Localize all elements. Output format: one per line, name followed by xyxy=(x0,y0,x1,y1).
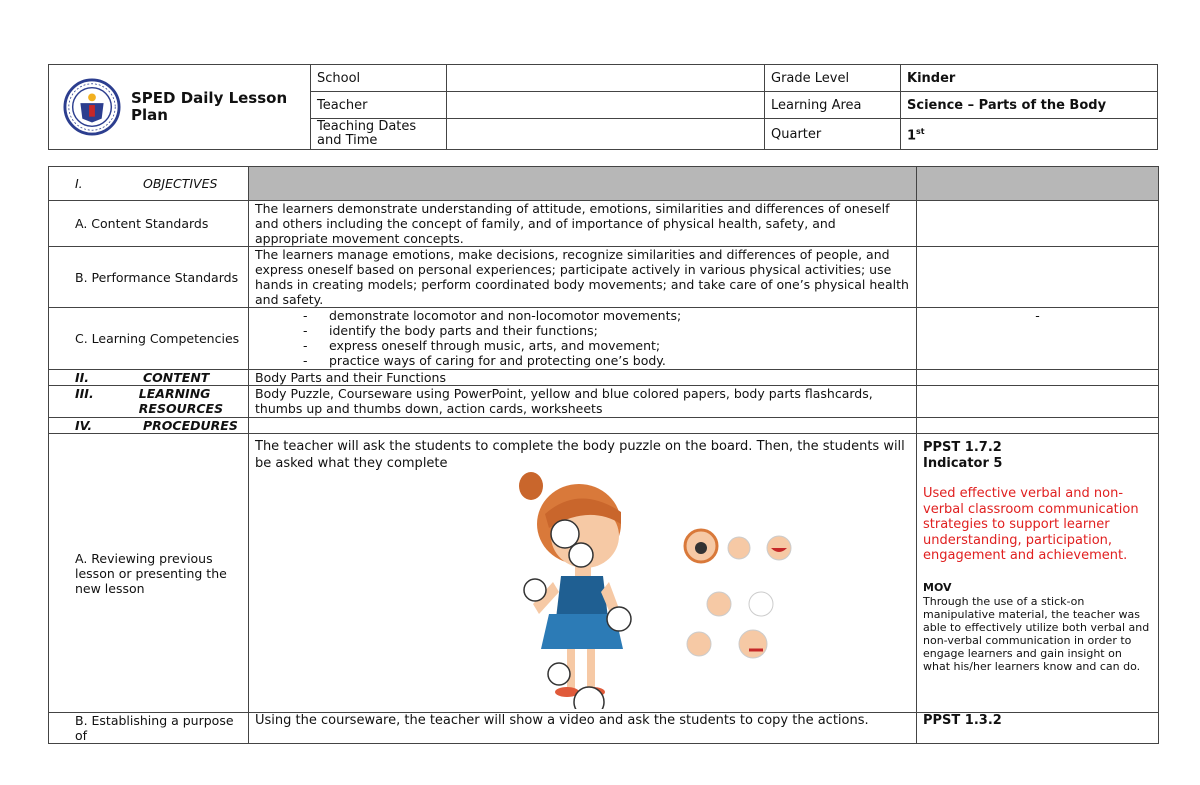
resources-right xyxy=(917,386,1159,418)
procedures-header: IV. PROCEDURES xyxy=(49,418,249,434)
purpose-text: Using the courseware, the teacher will show a video and ask the students to copy the actions. xyxy=(249,713,917,744)
purpose-label: B. Establishing a purpose of xyxy=(49,713,249,744)
quarter-label: Quarter xyxy=(765,119,901,150)
dates-value xyxy=(447,119,765,150)
learning-competencies-list xyxy=(249,308,917,370)
header-table xyxy=(48,64,1158,150)
resources-value: Body Puzzle, Courseware using PowerPoint, yellow and blue colored papers, body parts flashcards, thumbs up and thumbs down, action cards, worksheets xyxy=(249,386,917,418)
content-value: Body Parts and their Functions xyxy=(249,370,917,386)
reviewing-text: The teacher will ask the students to complete the body puzzle on the board. Then, the students will be asked what they complete xyxy=(255,439,905,471)
reviewing-right xyxy=(917,434,1159,713)
ppst-code: PPST 1.7.2 xyxy=(923,440,1002,455)
content-standards-text: The learners demonstrate understanding of attitude, emotions, similarities and differences of oneself and others including the concept of family, and of importance of physical health, safety, and appropriate movement concepts. xyxy=(249,201,917,247)
content-standards-right xyxy=(917,201,1159,247)
competency-item: - practice ways of caring for and protecting one’s body. xyxy=(303,353,910,368)
school-label: School xyxy=(311,65,447,92)
resources-header: III. LEARNING RESOURCES xyxy=(49,386,249,418)
grade-level-label: Grade Level xyxy=(765,65,901,92)
content-standards-label: A. Content Standards xyxy=(49,201,249,247)
learning-competencies-right: - xyxy=(917,308,1159,370)
learning-area-value: Science – Parts of the Body xyxy=(901,92,1158,119)
document-title: SPED Daily Lesson Plan xyxy=(131,89,288,124)
mov-label: MOV xyxy=(923,580,952,594)
learning-area-label: Learning Area xyxy=(765,92,901,119)
learning-competencies-label: C. Learning Competencies xyxy=(49,308,249,370)
quarter-value: 1st xyxy=(901,119,1158,150)
teacher-label: Teacher xyxy=(311,92,447,119)
procedures-right xyxy=(917,418,1159,434)
objectives-grey-cell-right xyxy=(917,167,1159,201)
objectives-header: I. OBJECTIVES xyxy=(49,167,249,201)
purpose-ppst: PPST 1.3.2 xyxy=(917,713,1159,744)
content-header: II. CONTENT xyxy=(49,370,249,386)
body-puzzle-illustration xyxy=(255,472,910,712)
grade-level-value: Kinder xyxy=(901,65,1158,92)
objectives-grey-cell xyxy=(249,167,917,201)
performance-standards-right xyxy=(917,247,1159,308)
lesson-table xyxy=(48,166,1159,744)
reviewing-content xyxy=(249,434,917,713)
logo-title-cell xyxy=(49,65,311,150)
mov-text: Through the use of a stick-on manipulative material, the teacher was able to effectively utilize both verbal and non-verbal communication in order to engage learners and gain insight on what his/her learners know and can do. xyxy=(923,594,1150,673)
performance-standards-label: B. Performance Standards xyxy=(49,247,249,308)
content-right xyxy=(917,370,1159,386)
procedures-mid xyxy=(249,418,917,434)
deped-seal-icon xyxy=(63,78,121,136)
performance-standards-text: The learners manage emotions, make decisions, recognize similarities and differences of people, and express oneself based on personal experiences; participate actively in various physical activities; use hands in creating models; perform coordinated body movements; and take care of one’s physical health and safety. xyxy=(249,247,917,308)
competency-item: - demonstrate locomotor and non-locomotor movements; xyxy=(303,308,910,323)
indicator-label: Indicator 5 xyxy=(923,456,1003,471)
competency-item: - identify the body parts and their functions; xyxy=(303,323,910,338)
school-value xyxy=(447,65,765,92)
dates-label: Teaching Dates and Time xyxy=(311,119,447,150)
teacher-value xyxy=(447,92,765,119)
competency-item: - express oneself through music, arts, and movement; xyxy=(303,338,910,353)
indicator-description: Used effective verbal and non-verbal classroom communication strategies to support learner understanding, participation, engagement and achievement. xyxy=(923,486,1139,563)
girl-puzzle-illustration xyxy=(249,464,909,709)
reviewing-label: A. Reviewing previous lesson or presenting the new lesson xyxy=(49,434,249,713)
